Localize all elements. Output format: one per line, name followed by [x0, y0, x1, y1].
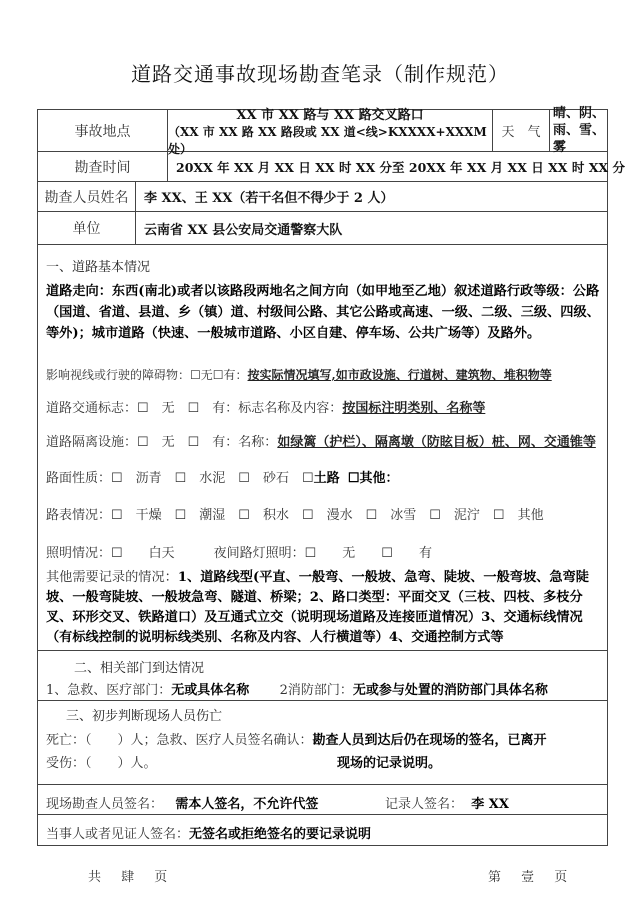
time-value[interactable]: 20XX 年 XX 月 XX 日 XX 时 XX 分至 20XX 年 XX 月 XX 日 XX 时 XX 分	[176, 159, 625, 175]
party-signature-row	[38, 815, 607, 845]
recorder-signature[interactable]: 记录人签名： 李 XX	[385, 797, 509, 812]
other-info-text[interactable]: 其他需要记录的情况：1、道路线型(平直、一般弯、一般坡、急弯、陡坡、一般弯坡、急弯陡坡、一般弯陡坡、一般坡急弯、隧道、桥梁；2、路口类型：平面交叉（三枝、四枝、多枝分叉、环形交叉、铁路道口）及互通式立交（说明现场道路及连接匝道情况）3、交通标线情况（有标线控制的说明标线类别、名称及内容、人行横道等）4、交通控制方式等	[46, 570, 589, 645]
departments-section	[38, 651, 607, 701]
road-info-section	[38, 245, 607, 651]
weather-value[interactable]: 晴、阴、雨、雪、雾	[553, 106, 606, 155]
investigator-signature[interactable]: 现场勘查人员签名： 需本人签名，不允许代签	[46, 797, 319, 812]
divider-line[interactable]: 道路隔离设施：☐ 无 ☐ 有：名称：如绿篱（护栏）、隔离墩（防眩目板）桩、网、交通锥等	[46, 435, 596, 450]
surface-line[interactable]: 路面性质：☐ 沥青 ☐ 水泥 ☐ 砂石 ☐土路 ☐其他：	[46, 471, 399, 486]
departments-line[interactable]: 1、急救、医疗部门：无或具体名称 2消防部门：无或参与处置的消防部门具体名称	[46, 683, 548, 698]
location-value-line1: XX 市 XX 路与 XX 路交叉路口	[236, 108, 424, 123]
section2-title: 二、相关部门到达情况	[74, 661, 205, 676]
condition-line[interactable]: 路表情况：☐ 干燥 ☐ 潮湿 ☐ 积水 ☐ 漫水 ☐ 冰雪 ☐ 泥泞 ☐ 其他	[46, 508, 544, 523]
death-line[interactable]: 死亡：（ ）人；急救、医疗人员签名确认：勘查人员到达后仍在现场的签名，已离开	[46, 733, 547, 748]
road-direction-text: 道路走向：东西(南北)或者以该路段两地名之间方向（如甲地至乙地）叙述道路行政等级：公路（国道、省道、县道、乡（镇）道、村级间公路、其它公路或高速、一级、二级、三级、四级、等外)；城市道路（快速、一般城市道路、小区自建、停车场、公共广场等）及路外。	[46, 284, 600, 341]
location-label: 事故地点	[38, 110, 168, 151]
location-row	[38, 106, 607, 156]
investigator-row	[38, 182, 607, 212]
unit-value[interactable]: 云南省 XX 县公安局交通警察大队	[144, 222, 343, 238]
time-row	[38, 152, 625, 182]
time-label: 勘查时间	[38, 152, 168, 181]
casualties-section	[38, 701, 607, 785]
document-title: 道路交通事故现场勘查笔录（制作规范）	[131, 62, 509, 86]
page-number: 第 壹 页	[488, 870, 576, 885]
party-signature[interactable]: 当事人或者见证人签名：无签名或拒绝签名的要记录说明	[46, 827, 372, 842]
unit-row	[38, 212, 607, 245]
inspection-form	[37, 106, 625, 846]
section3-title: 三、初步判断现场人员伤亡	[66, 709, 223, 724]
total-pages: 共 肆 页	[88, 870, 176, 885]
signature-row	[38, 785, 607, 815]
obstacle-line[interactable]: 影响视线或行驶的障碍物：☐无☐有：按实际情况填写,如市政设施、行道树、建筑物、堆积物等	[46, 368, 552, 382]
section1-title: 一、道路基本情况	[46, 260, 151, 275]
unit-label: 单位	[38, 212, 136, 244]
investigator-value[interactable]: 李 XX、王 XX（若干名但不得少于 2 人）	[144, 191, 394, 206]
injury-note: 现场的记录说明。	[337, 756, 442, 771]
sign-line[interactable]: 道路交通标志：☐ 无 ☐ 有：标志名称及内容：按国标注明类别、名称等	[46, 401, 486, 416]
injury-line[interactable]: 受伤：（ ）人。	[46, 756, 157, 771]
lighting-line[interactable]: 照明情况：☐ 白天 夜间路灯照明：☐ 无 ☐ 有	[46, 546, 432, 561]
weather-label: 天 气	[493, 110, 550, 151]
location-value-line2: （XX 市 XX 路 XX 路段或 XX 道<线>KXXXX+XXXM 处）	[168, 125, 487, 156]
investigator-label: 勘查人员姓名	[38, 182, 136, 211]
location-value[interactable]	[168, 108, 493, 156]
